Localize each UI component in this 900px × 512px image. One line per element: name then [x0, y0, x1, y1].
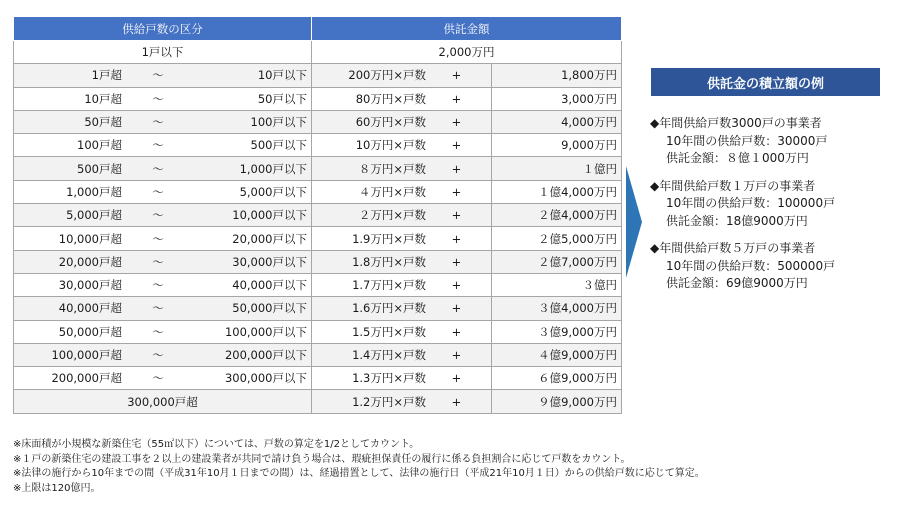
amount-cell: 2,000万円 [312, 41, 622, 64]
plus-sign: + [451, 301, 462, 316]
plus-sign: + [451, 184, 462, 199]
formula-cell [312, 64, 492, 87]
base-amount-cell: ９億9,000万円 [492, 390, 622, 413]
range-lower: 100,000戸超 [51, 348, 122, 362]
example-list [650, 115, 898, 303]
base-amount-cell: ２億5,000万円 [492, 227, 622, 250]
plus-sign: + [451, 371, 462, 386]
range-upper: 100,000戸以下 [224, 324, 307, 339]
table-row [14, 204, 622, 227]
range-tilde: ～ [152, 301, 164, 316]
per-unit-amount: ４万円×戸数 [358, 184, 426, 199]
range-lower: 500戸超 [77, 161, 122, 176]
range-group [18, 67, 307, 83]
formula-group [316, 137, 487, 153]
range-lower: 5,000戸超 [66, 208, 122, 223]
range-group [18, 184, 307, 200]
table-row [14, 273, 622, 296]
base-amount-cell: ４億9,000万円 [492, 343, 622, 366]
range-cell [14, 227, 312, 250]
range-lower: 1戸超 [91, 68, 122, 83]
plus-sign: + [451, 278, 462, 293]
range-lower: 100戸超 [77, 138, 122, 153]
example-head: ◆年間供給戸数５万戸の事業者 [650, 241, 816, 255]
range-upper: 200,000戸以下 [224, 348, 307, 362]
formula-group [316, 67, 487, 83]
base-amount-cell: 1,800万円 [492, 64, 622, 87]
formula-group [316, 347, 487, 363]
formula-cell [312, 157, 492, 180]
table-row [14, 41, 622, 64]
formula-group [316, 91, 487, 107]
plus-sign: + [451, 138, 462, 153]
per-unit-amount: 1.8万円×戸数 [352, 254, 426, 269]
arrow-right-icon [626, 166, 642, 278]
table-row [14, 180, 622, 203]
range-group [18, 254, 307, 270]
per-unit-amount: 1.9万円×戸数 [352, 231, 426, 246]
footnote: ※上限は120億円。 [13, 482, 101, 494]
formula-cell [312, 273, 492, 296]
example-item [650, 178, 898, 231]
range-cell [14, 250, 312, 273]
plus-sign: + [451, 161, 462, 176]
formula-cell [312, 180, 492, 203]
plus-sign: + [451, 115, 462, 130]
per-unit-amount: 1.3万円×戸数 [352, 371, 426, 386]
range-cell [14, 64, 312, 87]
range-cell [14, 180, 312, 203]
formula-group [316, 370, 487, 386]
range-tilde: ～ [152, 115, 164, 130]
range-group [18, 370, 307, 386]
table-row [14, 297, 622, 320]
range-cell: 1戸以下 [14, 41, 312, 64]
formula-cell [312, 134, 492, 157]
range-lower: 10戸超 [84, 91, 122, 106]
table-row [14, 367, 622, 390]
example-supply: 10年間の供給戸数：30000戸 [666, 133, 828, 148]
range-group [18, 137, 307, 153]
footnote: ※法律の施行から10年までの間（平成31年10月１日までの間）は、経過措置として、法律の施行日（平成21年10月１日）からの供給戸数に応じて算定。 [13, 468, 705, 479]
base-amount-cell: ３億円 [492, 273, 622, 296]
range-upper: 500戸以下 [250, 138, 307, 153]
per-unit-amount: 1.5万円×戸数 [352, 324, 426, 339]
range-group [18, 91, 307, 107]
formula-group [316, 277, 487, 293]
range-lower: 40,000戸超 [58, 301, 122, 316]
footnote: ※１戸の新築住宅の建設工事を２以上の建設業者が共同で請け負う場合は、瑕疵担保責任の履行に係る負担割合に応じて戸数をカウント。 [13, 453, 631, 465]
formula-cell [312, 367, 492, 390]
table-row [14, 250, 622, 273]
formula-cell [312, 390, 492, 413]
range-group [18, 114, 307, 130]
plus-sign: + [451, 231, 462, 246]
base-amount-cell: １億4,000万円 [492, 180, 622, 203]
table-row [14, 110, 622, 133]
example-item [650, 115, 898, 168]
formula-group [316, 161, 487, 177]
range-cell [14, 297, 312, 320]
range-upper: 1,000戸以下 [239, 161, 307, 176]
table-row [14, 64, 622, 87]
table-row [14, 87, 622, 110]
formula-cell [312, 204, 492, 227]
range-upper: 40,000戸以下 [232, 278, 307, 293]
range-cell [14, 343, 312, 366]
base-amount-cell: 4,000万円 [492, 110, 622, 133]
base-amount-cell: 3,000万円 [492, 87, 622, 110]
formula-group [316, 114, 487, 130]
table-row [14, 320, 622, 343]
range-group [18, 207, 307, 223]
header-deposit-amount: 供託金額 [312, 17, 622, 41]
example-supply: 10年間の供給戸数：100000戸 [666, 196, 836, 210]
range-group [18, 324, 307, 340]
range-group [18, 231, 307, 247]
range-tilde: ～ [152, 348, 164, 362]
formula-group [316, 207, 487, 223]
plus-sign: + [451, 68, 462, 83]
base-amount-cell: １億円 [492, 157, 622, 180]
range-upper: 100戸以下 [250, 115, 307, 130]
base-amount-cell: ２億7,000万円 [492, 250, 622, 273]
per-unit-amount: 200万円×戸数 [348, 68, 426, 83]
range-cell [14, 87, 312, 110]
formula-cell [312, 320, 492, 343]
range-tilde: ～ [152, 138, 164, 153]
range-cell: 300,000戸超 [14, 390, 312, 413]
range-cell [14, 204, 312, 227]
per-unit-amount: 10万円×戸数 [355, 138, 426, 153]
formula-cell [312, 87, 492, 110]
example-head: ◆年間供給戸数3000戸の事業者 [650, 116, 822, 130]
formula-cell [312, 227, 492, 250]
range-lower: 10,000戸超 [58, 231, 122, 246]
range-cell [14, 367, 312, 390]
range-tilde: ～ [152, 254, 164, 269]
formula-cell [312, 110, 492, 133]
per-unit-amount: 1.7万円×戸数 [352, 278, 426, 293]
range-upper: 10,000戸以下 [232, 208, 307, 223]
range-upper: 50,000戸以下 [232, 301, 307, 316]
example-item [650, 240, 898, 293]
per-unit-amount: 80万円×戸数 [355, 91, 426, 106]
base-amount-cell: 9,000万円 [492, 134, 622, 157]
base-amount-cell: ６億9,000万円 [492, 367, 622, 390]
range-lower: 1,000戸超 [66, 184, 122, 199]
range-lower: 20,000戸超 [58, 254, 122, 269]
per-unit-amount: 1.4万円×戸数 [352, 348, 426, 362]
formula-group [316, 394, 487, 410]
table-row [14, 134, 622, 157]
range-tilde: ～ [152, 278, 164, 293]
table-row [14, 227, 622, 250]
formula-group [316, 231, 487, 247]
formula-cell [312, 250, 492, 273]
example-deposit: 供託金額：69億9000万円 [666, 276, 808, 290]
plus-sign: + [451, 208, 462, 223]
header-supply-range: 供給戸数の区分 [14, 17, 312, 41]
deposit-table [13, 16, 622, 414]
formula-cell [312, 343, 492, 366]
formula-group [316, 254, 487, 270]
example-head: ◆年間供給戸数１万戸の事業者 [650, 178, 816, 193]
range-cell [14, 157, 312, 180]
base-amount-cell: ３億4,000万円 [492, 297, 622, 320]
formula-group [316, 324, 487, 340]
plus-sign: + [451, 324, 462, 339]
per-unit-amount: 60万円×戸数 [355, 115, 426, 130]
example-deposit: 供託金額：８億１000万円 [666, 151, 809, 165]
range-group [18, 277, 307, 293]
table-row [14, 343, 622, 366]
range-tilde: ～ [152, 208, 164, 223]
range-upper: 10戸以下 [257, 68, 307, 83]
range-cell [14, 320, 312, 343]
range-upper: 30,000戸以下 [232, 254, 307, 269]
example-supply: 10年間の供給戸数：500000戸 [666, 258, 836, 273]
per-unit-amount: 1.2万円×戸数 [352, 394, 426, 409]
range-upper: 50戸以下 [257, 91, 307, 106]
formula-group [316, 184, 487, 200]
range-upper: 300,000戸以下 [224, 371, 307, 386]
range-cell [14, 134, 312, 157]
formula-group [316, 300, 487, 316]
range-upper: 20,000戸以下 [232, 231, 307, 246]
footnote: ※床面積が小規模な新築住宅（55㎡以下）については、戸数の算定を1/2としてカウント。 [13, 439, 420, 450]
range-tilde: ～ [152, 91, 164, 106]
range-cell [14, 110, 312, 133]
per-unit-amount: ２万円×戸数 [358, 208, 426, 223]
range-group [18, 347, 307, 363]
range-tilde: ～ [152, 184, 164, 199]
range-tilde: ～ [152, 161, 164, 176]
range-tilde: ～ [152, 231, 164, 246]
base-amount-cell: ３億9,000万円 [492, 320, 622, 343]
plus-sign: + [451, 394, 462, 409]
plus-sign: + [451, 348, 462, 362]
range-upper: 5,000戸以下 [239, 184, 307, 199]
per-unit-amount: 1.6万円×戸数 [352, 301, 426, 316]
range-lower: 200,000戸超 [51, 371, 122, 386]
table-header-row [14, 17, 622, 41]
range-tilde: ～ [152, 68, 164, 83]
range-lower: 50,000戸超 [58, 324, 122, 339]
base-amount-cell: ２億4,000万円 [492, 204, 622, 227]
range-tilde: ～ [152, 324, 164, 339]
panel-title: 供託金の積立額の例 [651, 68, 880, 96]
per-unit-amount: ８万円×戸数 [358, 161, 426, 176]
range-lower: 30,000戸超 [58, 278, 122, 293]
table-row [14, 390, 622, 413]
range-tilde: ～ [152, 371, 164, 386]
range-lower: 50戸超 [84, 115, 122, 130]
formula-cell [312, 297, 492, 320]
range-group [18, 161, 307, 177]
range-cell [14, 273, 312, 296]
plus-sign: + [451, 254, 462, 269]
example-deposit: 供託金額：18億9000万円 [666, 213, 808, 228]
plus-sign: + [451, 91, 462, 106]
footnotes [13, 438, 893, 496]
table-row [14, 157, 622, 180]
range-group [18, 300, 307, 316]
